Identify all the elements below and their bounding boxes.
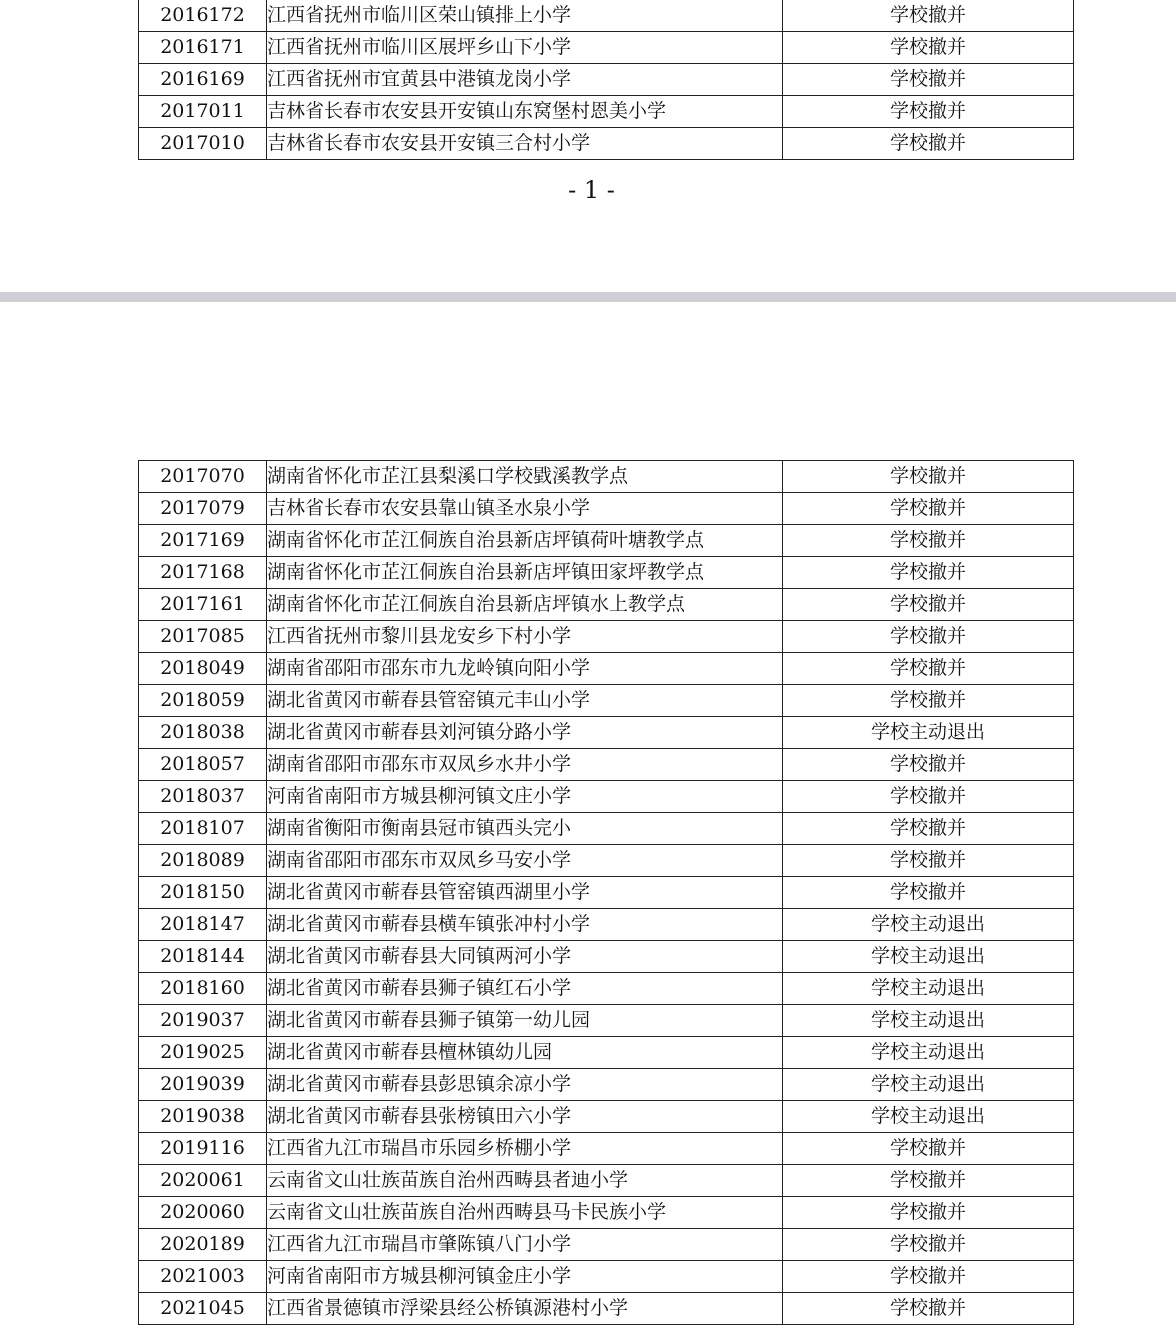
- revoke-reason-cell: 学校撤并: [783, 589, 1074, 621]
- school-name-cell: 湖北省黄冈市蕲春县彭思镇余凉小学: [267, 1069, 783, 1101]
- revoke-reason-cell: 学校撤并: [783, 845, 1074, 877]
- revoke-reason-cell: 学校撤并: [783, 877, 1074, 909]
- revoke-reason-cell: 学校主动退出: [783, 717, 1074, 749]
- revoke-reason-cell: 学校主动退出: [783, 909, 1074, 941]
- page-number: - 1 -: [568, 176, 615, 204]
- school-code-cell: 2018038: [139, 717, 267, 749]
- table-row: [139, 0, 1074, 32]
- revoke-reason-cell: 学校撤并: [783, 813, 1074, 845]
- table-row: [139, 685, 1074, 717]
- school-name-cell: 湖北省黄冈市蕲春县大同镇两河小学: [267, 941, 783, 973]
- school-name-cell: 湖南省怀化市芷江侗族自治县新店坪镇荷叶塘教学点: [267, 525, 783, 557]
- school-name-cell: 吉林省长春市农安县靠山镇圣水泉小学: [267, 493, 783, 525]
- table-row: [139, 461, 1074, 493]
- revoke-reason-cell: 学校撤并: [783, 781, 1074, 813]
- school-code-cell: 2021045: [139, 1293, 267, 1325]
- table-row: [139, 973, 1074, 1005]
- table-row: [139, 525, 1074, 557]
- revoke-reason-cell: 学校撤并: [783, 0, 1074, 32]
- school-name-cell: 吉林省长春市农安县开安镇山东窝堡村恩美小学: [267, 96, 783, 128]
- school-name-cell: 湖南省邵阳市邵东市双凤乡马安小学: [267, 845, 783, 877]
- school-code-cell: 2016172: [139, 0, 267, 32]
- table-row: [139, 1101, 1074, 1133]
- table-row: [139, 749, 1074, 781]
- revoke-reason-cell: 学校撤并: [783, 1293, 1074, 1325]
- revoke-reason-cell: 学校撤并: [783, 96, 1074, 128]
- revoke-reason-cell: 学校撤并: [783, 749, 1074, 781]
- school-name-cell: 江西省抚州市临川区展坪乡山下小学: [267, 32, 783, 64]
- school-code-cell: 2016171: [139, 32, 267, 64]
- school-code-cell: 2020189: [139, 1229, 267, 1261]
- school-name-cell: 江西省景德镇市浮梁县经公桥镇源港村小学: [267, 1293, 783, 1325]
- school-code-cell: 2017161: [139, 589, 267, 621]
- school-code-cell: 2018160: [139, 973, 267, 1005]
- school-name-cell: 湖北省黄冈市蕲春县张榜镇田六小学: [267, 1101, 783, 1133]
- revoke-reason-cell: 学校撤并: [783, 493, 1074, 525]
- table-row: [139, 1133, 1074, 1165]
- school-name-cell: 湖南省怀化市芷江县梨溪口学校戥溪教学点: [267, 461, 783, 493]
- school-code-cell: 2017011: [139, 96, 267, 128]
- table-row: [139, 781, 1074, 813]
- school-name-cell: 湖北省黄冈市蕲春县刘河镇分路小学: [267, 717, 783, 749]
- table-row: [139, 877, 1074, 909]
- table-row: [139, 64, 1074, 96]
- school-name-cell: 湖北省黄冈市蕲春县檀林镇幼儿园: [267, 1037, 783, 1069]
- school-name-cell: 江西省抚州市宜黄县中港镇龙岗小学: [267, 64, 783, 96]
- revoke-reason-cell: 学校主动退出: [783, 1005, 1074, 1037]
- school-list-table-top: [138, 0, 1074, 160]
- school-code-cell: 2017168: [139, 557, 267, 589]
- school-name-cell: 吉林省长春市农安县开安镇三合村小学: [267, 128, 783, 160]
- revoke-reason-cell: 学校撤并: [783, 64, 1074, 96]
- revoke-reason-cell: 学校撤并: [783, 32, 1074, 64]
- school-code-cell: 2018049: [139, 653, 267, 685]
- school-code-cell: 2016169: [139, 64, 267, 96]
- revoke-reason-cell: 学校撤并: [783, 1133, 1074, 1165]
- school-code-cell: 2018147: [139, 909, 267, 941]
- school-name-cell: 湖南省怀化市芷江侗族自治县新店坪镇田家坪教学点: [267, 557, 783, 589]
- school-name-cell: 云南省文山壮族苗族自治州西畴县马卡民族小学: [267, 1197, 783, 1229]
- revoke-reason-cell: 学校撤并: [783, 1197, 1074, 1229]
- page-separator: [0, 292, 1176, 302]
- school-name-cell: 江西省九江市瑞昌市乐园乡桥棚小学: [267, 1133, 783, 1165]
- revoke-reason-cell: 学校主动退出: [783, 1069, 1074, 1101]
- school-name-cell: 江西省抚州市黎川县龙安乡下村小学: [267, 621, 783, 653]
- school-name-cell: 江西省抚州市临川区荣山镇排上小学: [267, 0, 783, 32]
- revoke-reason-cell: 学校主动退出: [783, 1101, 1074, 1133]
- table-row: [139, 1165, 1074, 1197]
- revoke-reason-cell: 学校撤并: [783, 461, 1074, 493]
- table-row: [139, 589, 1074, 621]
- school-code-cell: 2017085: [139, 621, 267, 653]
- school-name-cell: 湖北省黄冈市蕲春县狮子镇红石小学: [267, 973, 783, 1005]
- school-code-cell: 2019116: [139, 1133, 267, 1165]
- table-row: [139, 813, 1074, 845]
- table-row: [139, 32, 1074, 64]
- school-code-cell: 2017079: [139, 493, 267, 525]
- table-row: [139, 1005, 1074, 1037]
- table-row: [139, 1037, 1074, 1069]
- school-name-cell: 湖南省衡阳市衡南县冠市镇西头完小: [267, 813, 783, 845]
- table-row: [139, 717, 1074, 749]
- revoke-reason-cell: 学校主动退出: [783, 941, 1074, 973]
- table-row: [139, 493, 1074, 525]
- table-row: [139, 909, 1074, 941]
- table-row: [139, 1069, 1074, 1101]
- revoke-reason-cell: 学校主动退出: [783, 1037, 1074, 1069]
- table-row: [139, 941, 1074, 973]
- revoke-reason-cell: 学校撤并: [783, 557, 1074, 589]
- table-row: [139, 1261, 1074, 1293]
- revoke-reason-cell: 学校撤并: [783, 525, 1074, 557]
- school-code-cell: 2020060: [139, 1197, 267, 1229]
- school-code-cell: 2021003: [139, 1261, 267, 1293]
- school-list-table-bottom: [138, 460, 1074, 1325]
- school-name-cell: 湖北省黄冈市蕲春县管窑镇元丰山小学: [267, 685, 783, 717]
- revoke-reason-cell: 学校撤并: [783, 1165, 1074, 1197]
- table-row: [139, 653, 1074, 685]
- revoke-reason-cell: 学校主动退出: [783, 973, 1074, 1005]
- school-code-cell: 2018089: [139, 845, 267, 877]
- school-name-cell: 湖北省黄冈市蕲春县横车镇张冲村小学: [267, 909, 783, 941]
- school-code-cell: 2018107: [139, 813, 267, 845]
- school-name-cell: 江西省九江市瑞昌市肇陈镇八门小学: [267, 1229, 783, 1261]
- school-code-cell: 2018057: [139, 749, 267, 781]
- table-row: [139, 1229, 1074, 1261]
- table-row: [139, 1293, 1074, 1325]
- school-code-cell: 2019039: [139, 1069, 267, 1101]
- school-name-cell: 湖南省邵阳市邵东市双凤乡水井小学: [267, 749, 783, 781]
- revoke-reason-cell: 学校撤并: [783, 1261, 1074, 1293]
- revoke-reason-cell: 学校撤并: [783, 685, 1074, 717]
- school-name-cell: 云南省文山壮族苗族自治州西畴县者迪小学: [267, 1165, 783, 1197]
- table-row: [139, 96, 1074, 128]
- school-code-cell: 2017169: [139, 525, 267, 557]
- revoke-reason-cell: 学校撤并: [783, 621, 1074, 653]
- school-code-cell: 2019038: [139, 1101, 267, 1133]
- table-row: [139, 557, 1074, 589]
- table-row: [139, 845, 1074, 877]
- school-name-cell: 湖南省怀化市芷江侗族自治县新店坪镇水上教学点: [267, 589, 783, 621]
- revoke-reason-cell: 学校撤并: [783, 1229, 1074, 1261]
- revoke-reason-cell: 学校撤并: [783, 653, 1074, 685]
- table-row: [139, 128, 1074, 160]
- school-name-cell: 河南省南阳市方城县柳河镇金庄小学: [267, 1261, 783, 1293]
- school-name-cell: 河南省南阳市方城县柳河镇文庄小学: [267, 781, 783, 813]
- school-code-cell: 2019025: [139, 1037, 267, 1069]
- school-code-cell: 2018150: [139, 877, 267, 909]
- table-row: [139, 1197, 1074, 1229]
- school-code-cell: 2018037: [139, 781, 267, 813]
- school-code-cell: 2018059: [139, 685, 267, 717]
- school-code-cell: 2020061: [139, 1165, 267, 1197]
- school-name-cell: 湖北省黄冈市蕲春县管窑镇西湖里小学: [267, 877, 783, 909]
- school-code-cell: 2017070: [139, 461, 267, 493]
- school-name-cell: 湖南省邵阳市邵东市九龙岭镇向阳小学: [267, 653, 783, 685]
- school-code-cell: 2018144: [139, 941, 267, 973]
- revoke-reason-cell: 学校撤并: [783, 128, 1074, 160]
- school-code-cell: 2017010: [139, 128, 267, 160]
- school-name-cell: 湖北省黄冈市蕲春县狮子镇第一幼儿园: [267, 1005, 783, 1037]
- table-row: [139, 621, 1074, 653]
- school-code-cell: 2019037: [139, 1005, 267, 1037]
